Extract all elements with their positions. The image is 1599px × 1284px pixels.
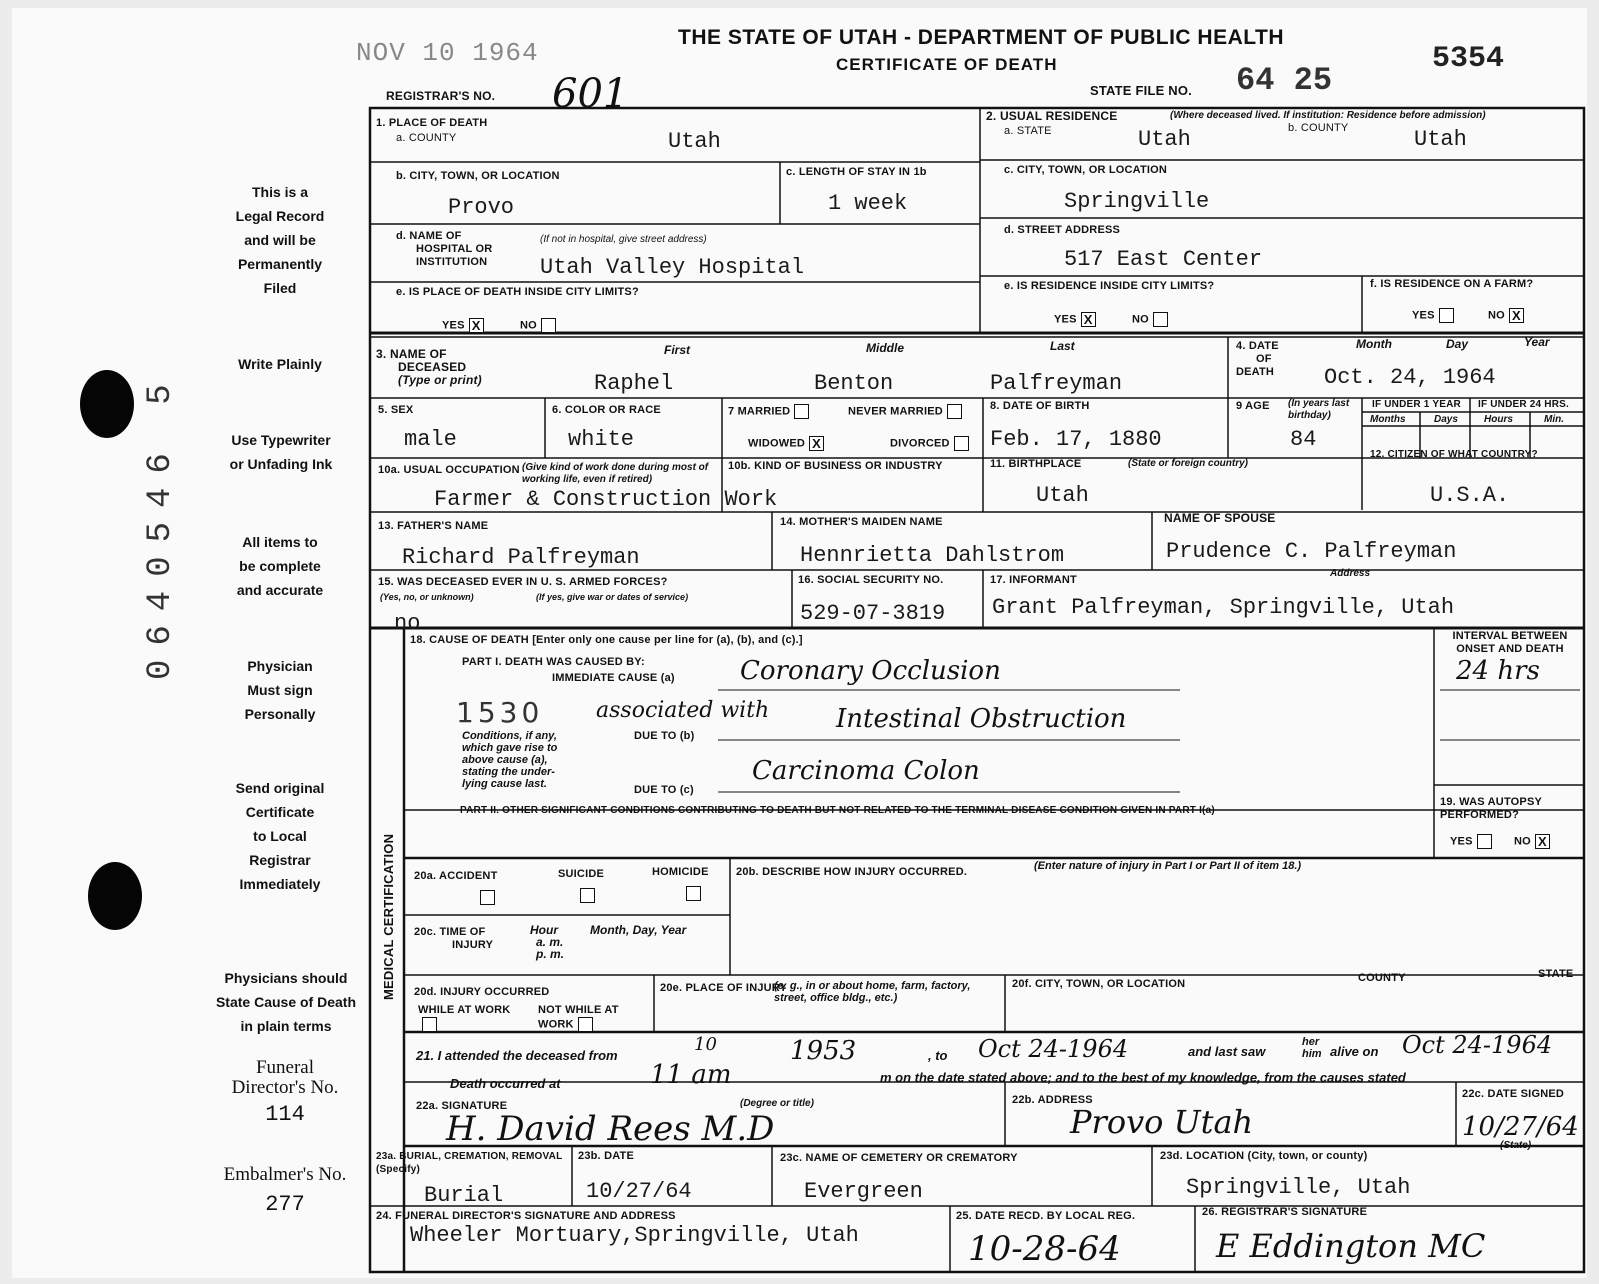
cause-of-death-label: 18. CAUSE OF DEATH [Enter only one cause per line for (a), (b), and (c).]	[410, 634, 803, 646]
place-city-label: b. CITY, TOWN, OR LOCATION	[396, 170, 560, 182]
death-occurred-rest: m on the date stated above; and to the best of my knowledge, from the causes stated	[880, 1070, 1406, 1085]
residence-state-value: Utah	[1138, 127, 1191, 152]
hospital-note: (If not in hospital, give street address)	[540, 234, 707, 245]
place-inside-label: e. IS PLACE OF DEATH INSIDE CITY LIMITS?	[396, 286, 639, 298]
residence-county-label: b. COUNTY	[1288, 122, 1349, 134]
sidebar-state-cause: Physicians should State Cause of Death in plain terms	[215, 970, 357, 1034]
age-value: 84	[1290, 427, 1317, 452]
her-him-label: her him	[1302, 1036, 1322, 1060]
alive-on-label: alive on	[1330, 1044, 1379, 1059]
not-while-at-work[interactable]: NOT WHILE AT WORK	[538, 1004, 619, 1031]
dob-label: 8. DATE OF BIRTH	[990, 400, 1090, 412]
attended-from-year: 1953	[790, 1036, 857, 1066]
spouse-label: NAME OF SPOUSE	[1164, 511, 1276, 525]
physician-address: Provo Utah	[1070, 1103, 1254, 1141]
month-label: Month	[1356, 337, 1392, 351]
age-note: (In years last birthday)	[1288, 398, 1350, 421]
suicide-checkbox[interactable]	[580, 888, 595, 903]
checkbox[interactable]	[1477, 834, 1492, 849]
injury-city-label: 20f. CITY, TOWN, OR LOCATION	[1012, 978, 1186, 990]
injury-occurred-label: 20d. INJURY OCCURRED	[414, 986, 550, 998]
immediate-cause-value: Coronary Occlusion	[740, 656, 1001, 686]
checkbox[interactable]	[422, 1017, 437, 1032]
sidebar-write: Write Plainly	[238, 356, 322, 372]
divorced-option[interactable]: DIVORCED	[890, 436, 969, 451]
residence-label: 2. USUAL RESIDENCE	[986, 109, 1118, 123]
birthplace-label: 11. BIRTHPLACE	[990, 458, 1082, 470]
to-label: , to	[928, 1048, 948, 1063]
hospital-value: Utah Valley Hospital	[540, 255, 805, 280]
place-inside-yes[interactable]: YESX	[442, 318, 484, 333]
under-1-year-label: IF UNDER 1 YEAR	[1372, 399, 1461, 410]
registrar-no-label: REGISTRAR'S NO.	[386, 89, 496, 103]
state-file-no-value: 64 25	[1236, 62, 1333, 99]
cemetery-value: Evergreen	[804, 1179, 923, 1204]
occupation-label: 10a. USUAL OCCUPATION	[378, 464, 520, 476]
mother-value: Hennrietta Dahlstrom	[800, 543, 1065, 568]
physician-address-label: 22b. ADDRESS	[1012, 1094, 1093, 1106]
physician-signature: H. David Rees M.D	[446, 1109, 775, 1149]
sidebar-use: Use Typewriter or Unfading Ink	[229, 432, 333, 472]
attended-from-label: 21. I attended the deceased from	[416, 1048, 618, 1063]
checkbox[interactable]	[954, 436, 969, 451]
residence-note: (Where deceased lived. If institution: Residence before admission)	[1170, 110, 1486, 121]
part1-label: PART I. DEATH WAS CAUSED BY:	[462, 656, 645, 668]
page-title: THE STATE OF UTAH - DEPARTMENT OF PUBLIC HEALTH	[678, 26, 1285, 49]
while-at-work[interactable]: WHILE AT WORK	[418, 1004, 518, 1032]
cause-c-value: Carcinoma Colon	[752, 756, 980, 786]
ssn-label: 16. SOCIAL SECURITY NO.	[798, 574, 944, 586]
residence-state-label: a. STATE	[1004, 125, 1052, 137]
state-file-no-label: STATE FILE NO.	[1090, 83, 1192, 98]
burial-location-value: Springville, Utah	[1186, 1175, 1411, 1200]
place-county-label: a. COUNTY	[396, 132, 457, 144]
armed-value: no	[394, 611, 421, 636]
birthplace-note: (State or foreign country)	[1128, 458, 1249, 469]
residence-inside-no[interactable]: NO	[1132, 312, 1168, 327]
stay-label: c. LENGTH OF STAY IN 1b	[786, 166, 927, 178]
cemetery-label: 23c. NAME OF CEMETERY OR CREMATORY	[780, 1152, 1018, 1164]
place-of-injury-note: (e. g., in or about home, farm, factory, street, office bldg., etc.)	[774, 980, 971, 1004]
place-county-value: Utah	[668, 129, 721, 154]
residence-county-value: Utah	[1414, 127, 1467, 152]
embalmer-label: Embalmer's No.	[223, 1164, 347, 1185]
address-label: Address	[1330, 568, 1371, 579]
checkbox[interactable]	[541, 318, 556, 333]
burial-date-value: 10/27/64	[586, 1179, 692, 1204]
homicide-label: HOMICIDE	[652, 866, 709, 878]
middle-name: Benton	[814, 371, 894, 396]
checkbox[interactable]	[1439, 308, 1454, 323]
sex-label: 5. SEX	[378, 404, 414, 416]
sex-value: male	[404, 427, 457, 452]
residence-street-label: d. STREET ADDRESS	[1004, 224, 1121, 236]
hours-label: Hours	[1484, 414, 1513, 425]
informant-value: Grant Palfreyman, Springville, Utah	[992, 595, 1455, 620]
married-option[interactable]: 7 MARRIED	[728, 404, 809, 419]
months-label: Months	[1370, 414, 1406, 425]
death-time: 11 am	[650, 1060, 732, 1090]
date-signed-label: 22c. DATE SIGNED	[1462, 1088, 1565, 1100]
vertical-control-number: 0640546 5	[142, 370, 180, 680]
business-label: 10b. KIND OF BUSINESS OR INDUSTRY	[728, 460, 943, 472]
alive-on-date: Oct 24-1964	[1402, 1031, 1553, 1059]
last-saw-label: and last saw	[1188, 1044, 1266, 1059]
how-injury-label: 20b. DESCRIBE HOW INJURY OCCURRED.	[736, 866, 968, 878]
checkbox[interactable]	[794, 404, 809, 419]
page-subtitle: CERTIFICATE OF DEATH	[836, 55, 1058, 74]
cause-b-value: Intestinal Obstruction	[836, 704, 1127, 734]
registrar-signature-label: 26. REGISTRAR'S SIGNATURE	[1202, 1206, 1368, 1218]
interval-label: INTERVAL BETWEEN ONSET AND DEATH	[1452, 630, 1568, 655]
degree-label: (Degree or title)	[740, 1098, 814, 1109]
days-label: Days	[1434, 414, 1458, 425]
armed-note-2: (If yes, give war or dates of service)	[536, 592, 689, 602]
autopsy-yes[interactable]: YES	[1450, 834, 1492, 849]
residence-inside-label: e. IS RESIDENCE INSIDE CITY LIMITS?	[1004, 280, 1215, 292]
date-of-death-label: 4. DATE OF DEATH	[1236, 340, 1279, 378]
injury-county-label: COUNTY	[1358, 972, 1406, 984]
date-of-death-value: Oct. 24, 1964	[1324, 365, 1496, 390]
ssn-value: 529-07-3819	[800, 601, 946, 626]
father-label: 13. FATHER'S NAME	[378, 520, 489, 532]
first-label: First	[664, 343, 691, 357]
due-to-c-label: DUE TO (c)	[634, 784, 694, 796]
funeral-director-signature: Wheeler Mortuary,Springville, Utah	[410, 1223, 859, 1248]
mdy-label: Month, Day, Year	[590, 923, 687, 937]
first-name: Raphel	[594, 371, 674, 396]
state-file-no-extra: 5354	[1432, 42, 1505, 76]
armed-forces-label: 15. WAS DECEASED EVER IN U. S. ARMED FORCES?	[378, 576, 668, 588]
residence-city-label: c. CITY, TOWN, OR LOCATION	[1004, 164, 1168, 176]
time-of-injury-label: 20c. TIME OF INJURY	[414, 926, 494, 951]
burial-state-label: (State)	[1500, 1140, 1532, 1151]
medical-certification-label: MEDICAL CERTIFICATION	[381, 833, 396, 1000]
due-to-b-label: DUE TO (b)	[634, 730, 695, 742]
how-injury-note: (Enter nature of injury in Part I or Part II of item 18.)	[1034, 860, 1302, 872]
day-label: Day	[1446, 337, 1469, 351]
checkbox-checked[interactable]	[469, 318, 484, 333]
checkbox-checked[interactable]	[809, 436, 824, 451]
checkbox-checked[interactable]	[1509, 308, 1524, 323]
autopsy-no[interactable]: NOX	[1514, 834, 1550, 849]
middle-label: Middle	[866, 341, 904, 355]
checkbox-checked[interactable]	[1535, 834, 1550, 849]
hospital-label: d. NAME OF HOSPITAL OR INSTITUTION	[396, 230, 493, 268]
accident-checkbox[interactable]	[480, 890, 495, 905]
race-label: 6. COLOR OR RACE	[552, 404, 661, 416]
burial-date-label: 23b. DATE	[578, 1150, 634, 1162]
signature-label: 22a. SIGNATURE	[416, 1100, 508, 1112]
funeral-director-label: Funeral Director's No.	[231, 1057, 339, 1098]
death-occurred-label: Death occurred at	[450, 1076, 561, 1091]
birthplace-value: Utah	[1036, 483, 1089, 508]
funeral-director-no: 114	[265, 1102, 305, 1127]
part2-label: PART II. OTHER SIGNIFICANT CONDITIONS CONTRIBUTING TO DEATH BUT NOT RELATED TO THE TERMINAL DISEASE CONDITION GIVEN IN PART I(a)	[460, 805, 1215, 816]
age-label: 9 AGE	[1236, 400, 1270, 412]
min-label: Min.	[1544, 414, 1564, 425]
checkbox[interactable]	[578, 1017, 593, 1032]
never-married-option[interactable]: NEVER MARRIED	[848, 404, 962, 419]
place-of-death-label: 1. PLACE OF DEATH	[376, 117, 488, 129]
burial-method-label: 23a. BURIAL, CREMATION, REMOVAL (Specify)	[376, 1151, 563, 1175]
registrar-signature: E Eddington MC	[1216, 1227, 1486, 1265]
occupation-note: (Give kind of work done during most of working life, even if retired)	[522, 462, 709, 485]
sidebar-physician: Physician Must sign Personally	[244, 658, 316, 722]
injury-state-label: STATE	[1538, 968, 1574, 980]
checkbox-checked[interactable]	[1081, 312, 1096, 327]
place-of-injury-label: 20e. PLACE OF INJURY	[660, 982, 788, 994]
residence-street-value: 517 East Center	[1064, 247, 1263, 272]
accident-label: 20a. ACCIDENT	[414, 870, 498, 882]
conditions-note: Conditions, if any, which gave rise to above cause (a), stating the under- lying cause last.	[462, 730, 558, 790]
sidebar-all: All items to be complete and accurate	[236, 534, 324, 598]
last-label: Last	[1050, 339, 1075, 353]
attended-from-month: 10	[694, 1034, 717, 1055]
residence-city-value: Springville	[1064, 189, 1210, 214]
date-signed-value: 10/27/64	[1462, 1112, 1579, 1142]
suicide-label: SUICIDE	[558, 868, 605, 880]
place-city-value: Provo	[448, 195, 515, 220]
farm-label: f. IS RESIDENCE ON A FARM?	[1370, 278, 1534, 290]
citizen-label: 12. CITIZEN OF WHAT COUNTRY?	[1370, 449, 1538, 460]
year-label: Year	[1524, 335, 1550, 349]
associated-with: associated with	[596, 698, 770, 723]
farm-no[interactable]: NOX	[1488, 308, 1524, 323]
date-received-value: 10-28-64	[968, 1229, 1121, 1269]
occupation-value: Farmer & Construction Work	[434, 487, 778, 512]
dob-value: Feb. 17, 1880	[990, 427, 1162, 452]
father-value: Richard Palfreyman	[402, 545, 640, 570]
mother-label: 14. MOTHER'S MAIDEN NAME	[780, 516, 943, 528]
hour-label: Hour a. m. p. m.	[530, 923, 565, 961]
homicide-checkbox[interactable]	[686, 886, 701, 901]
burial-method-value: Burial	[424, 1183, 504, 1208]
armed-note-1: (Yes, no, or unknown)	[380, 592, 474, 602]
embalmer-no: 277	[265, 1192, 305, 1217]
received-stamp: NOV 10 1964	[356, 38, 539, 68]
under-24-hrs-label: IF UNDER 24 HRS.	[1478, 399, 1569, 410]
citizen-value: U.S.A.	[1430, 483, 1510, 508]
burial-location-label: 23d. LOCATION (City, town, or county)	[1160, 1150, 1368, 1162]
sidebar-legal: This is a Legal Record and will be Permanently Filed	[235, 184, 325, 296]
funeral-director-signature-label: 24. FUNERAL DIRECTOR'S SIGNATURE AND ADDRESS	[376, 1210, 676, 1222]
widowed-option[interactable]: WIDOWEDX	[748, 436, 824, 451]
farm-yes[interactable]: YES	[1412, 308, 1454, 323]
place-inside-no[interactable]: NO	[520, 318, 556, 333]
residence-inside-yes[interactable]: YESX	[1054, 312, 1096, 327]
sidebar-send: Send original Certificate to Local Registrar Immediately	[235, 780, 325, 892]
checkbox[interactable]	[947, 404, 962, 419]
registrar-no-value: 601	[552, 71, 629, 117]
name-label: 3. NAME OF DECEASED (Type or print)	[376, 347, 482, 387]
cause-code: 1530	[456, 696, 544, 729]
autopsy-label: 19. WAS AUTOPSY PERFORMED?	[1440, 796, 1542, 821]
race-value: white	[568, 427, 635, 452]
interval-value: 24 hrs	[1456, 656, 1540, 686]
informant-label: 17. INFORMANT	[990, 574, 1077, 586]
date-received-label: 25. DATE RECD. BY LOCAL REG.	[956, 1210, 1136, 1222]
attended-to-date: Oct 24-1964	[978, 1035, 1129, 1063]
stay-value: 1 week	[828, 191, 908, 216]
immediate-cause-label: IMMEDIATE CAUSE (a)	[552, 672, 675, 684]
spouse-value: Prudence C. Palfreyman	[1166, 539, 1457, 564]
checkbox[interactable]	[1153, 312, 1168, 327]
last-name: Palfreyman	[990, 371, 1123, 396]
